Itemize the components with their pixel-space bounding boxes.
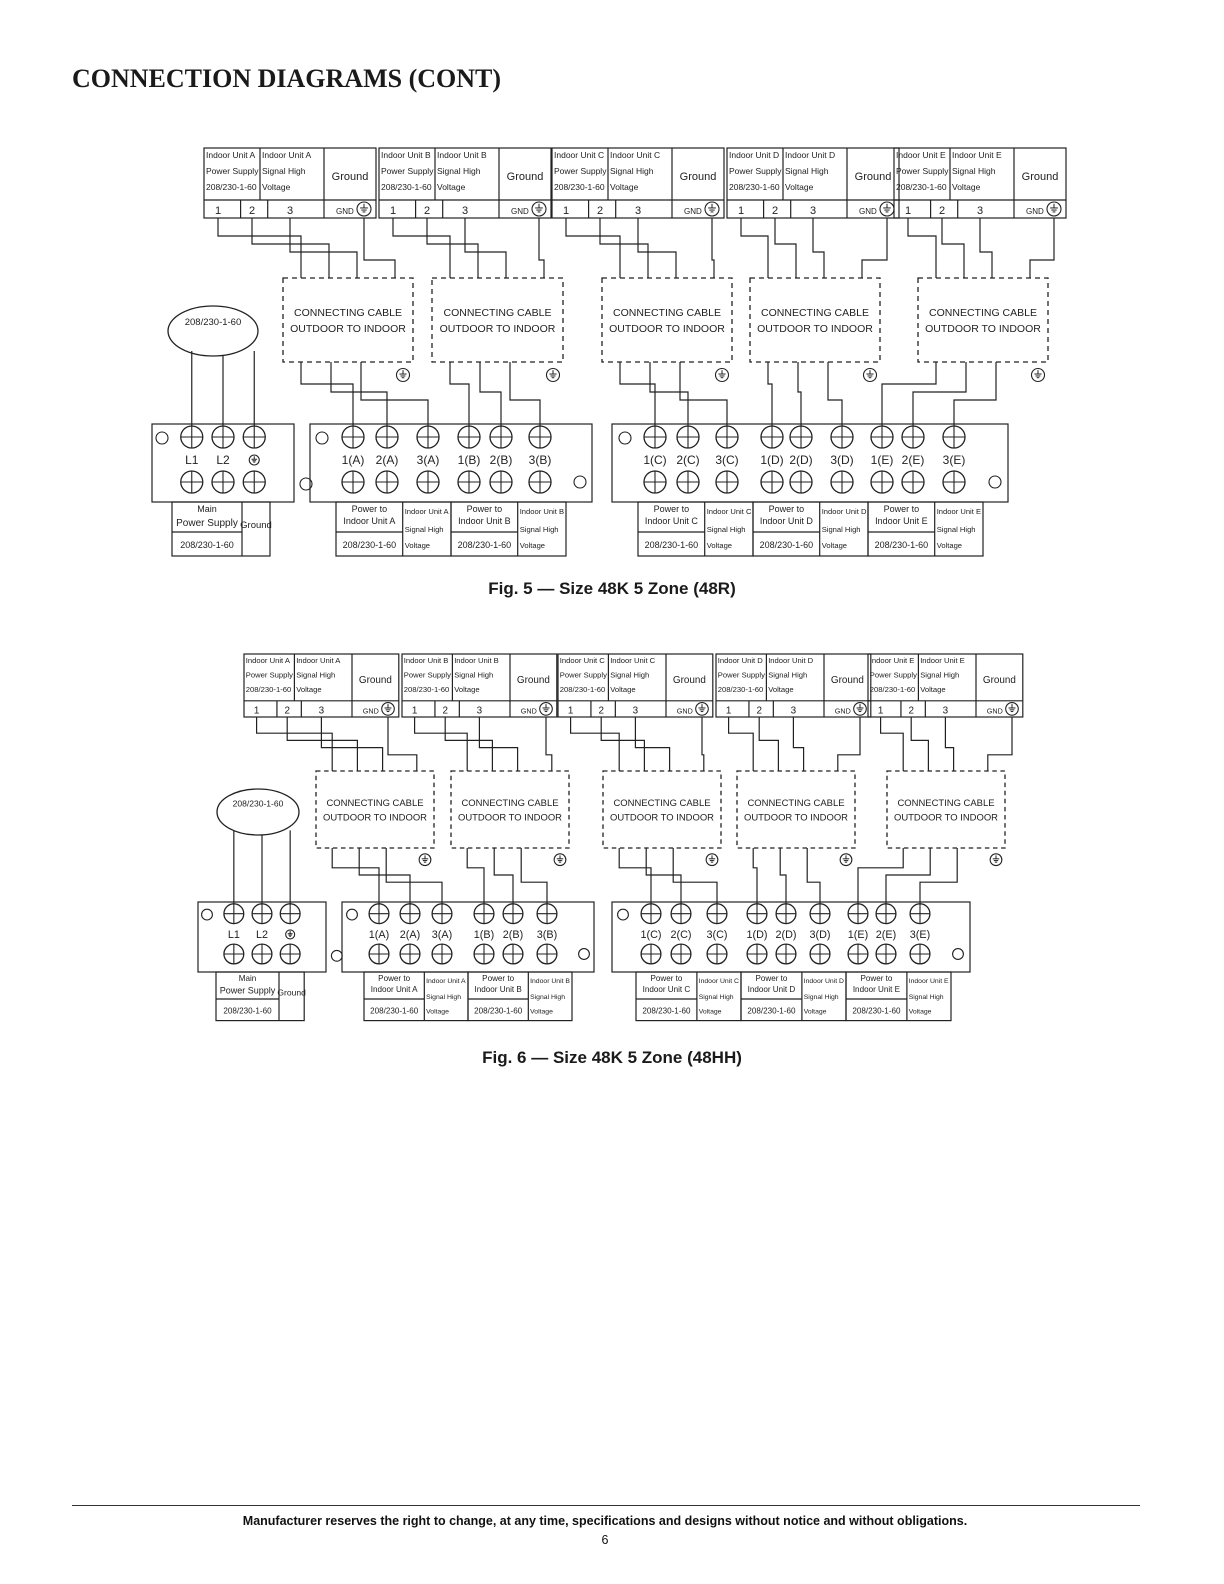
indoor-unit-1-power-text-1: Power Supply <box>381 166 434 176</box>
indoor-unit-4-num-3: 3 <box>976 205 984 217</box>
indoor-unit-3-gnd-label: GND <box>859 207 877 216</box>
cable-box-0-line-0: CONNECTING CABLE <box>294 307 402 319</box>
cable-box-4-line-1: OUTDOOR TO INDOOR <box>894 812 998 824</box>
cable-1-down-wire-2 <box>521 848 547 904</box>
indoor-unit-1-num-3: 3 <box>461 205 469 217</box>
indoor-unit-4-num-3: 3 <box>942 705 949 717</box>
cable-box-3-line-1: OUTDOOR TO INDOOR <box>757 323 873 335</box>
bottom-label-1-power-2: 208/230-1-60 <box>474 1006 523 1016</box>
cable-box-4-line-0: CONNECTING CABLE <box>897 797 995 809</box>
indoor-unit-0-gnd-label: GND <box>362 706 379 716</box>
main-supply-line-0: Main <box>238 974 257 983</box>
bottom-label-3-power-0: Power to <box>755 974 788 983</box>
indoor-unit-0-signal-text-0: Indoor Unit A <box>262 150 312 160</box>
indoor-unit-3-num-2: 2 <box>756 705 762 717</box>
indoor-unit-2-signal-text-0: Indoor Unit C <box>610 656 656 665</box>
outdoor-strip-0-terminal-label-0: 1(A) <box>368 929 390 941</box>
indoor-unit-0-signal-text-2: Voltage <box>296 684 322 694</box>
cable-box-1-line-0: CONNECTING CABLE <box>461 797 559 809</box>
indoor-unit-2-num-1: 1 <box>567 705 574 717</box>
indoor-unit-1-power-text-2: 208/230-1-60 <box>403 684 450 694</box>
indoor-unit-4-num-1: 1 <box>904 205 912 217</box>
cable-4-down-wire-2 <box>920 848 957 904</box>
indoor-unit-0-signal-text-2: Voltage <box>262 182 291 192</box>
indoor-unit-2-ground-label: Ground <box>679 171 717 183</box>
bottom-label-1-power-1: Indoor Unit B <box>474 984 522 994</box>
indoor-unit-1-signal-text-0: Indoor Unit B <box>437 150 487 160</box>
footer-rule <box>72 1505 1140 1506</box>
indoor-unit-0-power-text-2: 208/230-1-60 <box>206 182 257 192</box>
indoor-unit-4-gnd-label: GND <box>1026 207 1044 216</box>
bottom-label-0-signal-1: Signal High <box>426 994 462 1001</box>
page-number: 6 <box>601 1533 609 1547</box>
indoor-unit-1-num-2: 2 <box>423 205 431 217</box>
indoor-unit-2-wire-0 <box>571 717 620 771</box>
indoor-unit-1-ground-label: Ground <box>506 171 544 183</box>
indoor-unit-0-num-1: 1 <box>253 705 260 717</box>
outdoor-strip-0-hole-right <box>579 949 590 960</box>
main-mount-hole-1 <box>202 909 213 920</box>
outdoor-strip-0-terminal-label-1: 2(A) <box>399 929 421 941</box>
cable-box-4-line-0: CONNECTING CABLE <box>929 307 1037 319</box>
bottom-label-4-power-2: 208/230-1-60 <box>852 1006 901 1016</box>
outdoor-strip-0-terminal-label-3: 1(B) <box>457 453 481 467</box>
indoor-unit-0-ground-label: Ground <box>331 171 369 183</box>
bottom-label-3-signal-1: Signal High <box>821 525 861 534</box>
cable-box-3 <box>737 771 855 848</box>
outdoor-strip-0-terminal-label-4: 2(B) <box>489 453 513 467</box>
indoor-unit-3-signal-text-1: Signal High <box>785 166 829 176</box>
outdoor-strip-1-terminal-label-0: 1(C) <box>643 453 667 467</box>
indoor-unit-3-ground-label: Ground <box>854 171 892 183</box>
indoor-unit-1-num-2: 2 <box>442 705 448 717</box>
outdoor-strip-0-terminal-label-0: 1(A) <box>341 453 365 467</box>
indoor-unit-1-gnd-label: GND <box>520 706 537 716</box>
indoor-unit-3-wire-1 <box>759 717 778 771</box>
outdoor-strip-1-hole-left <box>618 909 629 920</box>
bottom-label-3-power-1: Indoor Unit D <box>759 516 813 526</box>
bottom-label-0-power-2: 208/230-1-60 <box>370 1006 419 1016</box>
bottom-label-2-power-2: 208/230-1-60 <box>642 1006 691 1016</box>
indoor-unit-4-ground-label: Ground <box>982 674 1016 686</box>
cable-box-2-line-0: CONNECTING CABLE <box>613 797 711 809</box>
bottom-label-1-power-0: Power to <box>466 504 503 514</box>
outdoor-strip-1-terminal-label-8: 3(E) <box>909 929 931 941</box>
main-mount-hole-2 <box>331 950 342 961</box>
bottom-label-3-power-0: Power to <box>768 504 805 514</box>
indoor-unit-3-power-text-0: Indoor Unit D <box>729 150 780 160</box>
indoor-unit-0-power-text-0: Indoor Unit A <box>206 150 256 160</box>
cable-3-down-wire-1 <box>780 848 786 904</box>
footer-disclaimer: Manufacturer reserves the right to change, at any time, specifications and designs without notice and without obligations. <box>242 1514 968 1528</box>
indoor-unit-4-signal-text-0: Indoor Unit E <box>920 656 965 665</box>
bottom-label-1-signal-1: Signal High <box>519 525 559 534</box>
indoor-unit-0-num-3: 3 <box>286 205 294 217</box>
indoor-unit-1-wire-2 <box>479 717 517 771</box>
main-terminal-label-l2: L2 <box>216 453 230 467</box>
indoor-unit-1-power-text-2: 208/230-1-60 <box>381 182 432 192</box>
indoor-unit-4-signal-text-2: Voltage <box>952 182 981 192</box>
main-supply-line-2: 208/230-1-60 <box>223 1006 272 1016</box>
bottom-label-4-power-0: Power to <box>883 504 920 514</box>
indoor-unit-4-wire-3 <box>988 717 1012 771</box>
outdoor-strip-1-terminal-label-3: 1(D) <box>760 453 784 467</box>
bottom-label-4-power-2: 208/230-1-60 <box>874 540 929 550</box>
indoor-unit-1-signal-text-1: Signal High <box>437 166 481 176</box>
indoor-unit-3-num-3: 3 <box>790 705 797 717</box>
bottom-label-2-signal-1: Signal High <box>698 994 734 1001</box>
indoor-unit-3-gnd-label: GND <box>834 706 851 716</box>
bottom-label-0-signal-2: Voltage <box>426 1008 449 1016</box>
indoor-unit-0-signal-text-0: Indoor Unit A <box>296 656 341 665</box>
bottom-label-4-signal-1: Signal High <box>908 994 944 1001</box>
indoor-unit-1-wire-3 <box>546 717 552 771</box>
outdoor-strip-1-hole-right <box>953 949 964 960</box>
indoor-unit-0-wire-2 <box>321 717 382 771</box>
indoor-unit-0-num-3: 3 <box>318 705 325 717</box>
cable-3-down-wire-2 <box>807 848 820 904</box>
indoor-unit-0-signal-text-1: Signal High <box>262 166 306 176</box>
bottom-label-4-power-0: Power to <box>860 974 893 983</box>
indoor-unit-0-power-text-2: 208/230-1-60 <box>245 684 292 694</box>
indoor-unit-3-wire-3 <box>838 717 860 771</box>
outdoor-strip-1-terminal-label-8: 3(E) <box>942 453 966 467</box>
indoor-unit-1-power-text-1: Power Supply <box>403 670 451 680</box>
bottom-label-2-signal-0: Indoor Unit C <box>706 507 752 516</box>
indoor-unit-3-power-text-1: Power Supply <box>717 670 765 680</box>
supply-oval-text: 208/230-1-60 <box>184 316 242 328</box>
indoor-unit-2-wire-2 <box>635 717 669 771</box>
indoor-unit-0-wire-1 <box>287 717 357 771</box>
indoor-unit-0-signal-text-1: Signal High <box>296 670 336 680</box>
outdoor-strip-1-terminal-label-4: 2(D) <box>789 453 813 467</box>
main-terminal-label-l1: L1 <box>185 453 199 467</box>
main-supply-line-0: Main <box>197 504 217 514</box>
indoor-unit-4-power-text-2: 208/230-1-60 <box>869 684 916 694</box>
indoor-unit-2-signal-text-0: Indoor Unit C <box>610 150 661 160</box>
indoor-unit-2-signal-text-1: Signal High <box>610 166 654 176</box>
cable-box-4 <box>887 771 1005 848</box>
indoor-unit-1-signal-text-2: Voltage <box>454 684 480 694</box>
main-supply-ground: Ground <box>240 520 272 531</box>
cable-0-down-wire-2 <box>386 848 442 904</box>
cable-box-3-line-0: CONNECTING CABLE <box>747 797 845 809</box>
indoor-unit-0-power-text-1: Power Supply <box>206 166 259 176</box>
outdoor-strip-1-terminal-label-6: 1(E) <box>870 453 894 467</box>
fig5-caption: Fig. 5 — Size 48K 5 Zone (48R) <box>488 579 736 598</box>
indoor-unit-3-ground-label: Ground <box>830 674 864 686</box>
indoor-unit-4-signal-text-2: Voltage <box>920 684 946 694</box>
indoor-unit-3-wire-0 <box>729 717 754 771</box>
indoor-unit-4-ground-label: Ground <box>1021 171 1059 183</box>
cable-box-0-line-1: OUTDOOR TO INDOOR <box>323 812 427 824</box>
bottom-label-1-signal-0: Indoor Unit B <box>530 977 570 985</box>
bottom-label-4-signal-1: Signal High <box>936 525 976 534</box>
main-terminal-label-l2: L2 <box>255 929 269 941</box>
indoor-unit-2-signal-text-2: Voltage <box>610 684 636 694</box>
indoor-unit-0-num-2: 2 <box>284 705 290 717</box>
bottom-label-0-power-0: Power to <box>378 974 411 983</box>
indoor-unit-2-power-text-0: Indoor Unit C <box>559 656 605 665</box>
outdoor-strip-1-terminal-label-4: 2(D) <box>775 929 797 941</box>
outdoor-strip-0-terminal-label-2: 3(A) <box>416 453 440 467</box>
outdoor-strip-1-terminal-label-5: 3(D) <box>830 453 854 467</box>
indoor-unit-1-gnd-label: GND <box>511 207 529 216</box>
indoor-unit-2-signal-text-2: Voltage <box>610 182 639 192</box>
outdoor-strip-0-terminal-label-4: 2(B) <box>502 929 524 941</box>
supply-oval-text: 208/230-1-60 <box>232 798 284 809</box>
outdoor-strip-0-terminal-label-3: 1(B) <box>473 929 495 941</box>
bottom-label-2-signal-1: Signal High <box>706 525 746 534</box>
indoor-unit-0-ground-label: Ground <box>358 674 392 686</box>
supply-oval <box>217 789 299 835</box>
page-heading: CONNECTION DIAGRAMS (CONT) <box>72 64 502 93</box>
indoor-unit-0-power-text-0: Indoor Unit A <box>245 656 290 665</box>
main-supply-line-2: 208/230-1-60 <box>180 540 234 550</box>
outdoor-strip-0-terminal-label-5: 3(B) <box>528 453 552 467</box>
main-supply-ground: Ground <box>277 987 306 998</box>
bottom-label-2-signal-0: Indoor Unit C <box>698 977 739 985</box>
bottom-label-4-signal-0: Indoor Unit E <box>936 507 982 516</box>
cable-4-down-wire-1 <box>886 848 930 904</box>
bottom-label-1-signal-2: Voltage <box>530 1008 553 1016</box>
outdoor-strip-0-terminal-label-1: 2(A) <box>375 453 399 467</box>
indoor-unit-2-gnd-label: GND <box>684 207 702 216</box>
indoor-unit-3-num-3: 3 <box>809 205 817 217</box>
bottom-label-2-power-2: 208/230-1-60 <box>644 540 699 550</box>
indoor-unit-4-signal-text-1: Signal High <box>920 670 960 680</box>
indoor-unit-2-power-text-2: 208/230-1-60 <box>559 684 606 694</box>
indoor-unit-2-wire-3 <box>702 717 704 771</box>
main-terminal-label-l1: L1 <box>227 929 240 941</box>
outdoor-strip-1-terminal-label-7: 2(E) <box>901 453 925 467</box>
bottom-label-3-signal-2: Voltage <box>803 1008 827 1016</box>
indoor-unit-3-wire-2 <box>793 717 803 771</box>
indoor-unit-2-signal-text-1: Signal High <box>610 670 650 680</box>
indoor-unit-4-gnd-label: GND <box>986 706 1003 716</box>
cable-4-down-wire-0 <box>858 848 903 904</box>
outdoor-strip-0-hole-left <box>347 909 358 920</box>
indoor-unit-4-signal-text-0: Indoor Unit E <box>952 150 1002 160</box>
bottom-label-4-signal-2: Voltage <box>908 1008 932 1016</box>
indoor-unit-3-power-text-2: 208/230-1-60 <box>717 684 764 694</box>
indoor-unit-2-num-2: 2 <box>596 205 604 217</box>
indoor-unit-3-signal-text-2: Voltage <box>785 182 814 192</box>
bottom-label-4-power-1: Indoor Unit E <box>875 516 928 526</box>
bottom-label-0-signal-2: Voltage <box>404 541 431 550</box>
bottom-label-4-signal-2: Voltage <box>936 541 963 550</box>
indoor-unit-1-signal-text-1: Signal High <box>454 670 494 680</box>
cable-box-2-line-1: OUTDOOR TO INDOOR <box>610 812 714 824</box>
indoor-unit-0-num-2: 2 <box>248 205 256 217</box>
indoor-unit-2-gnd-label: GND <box>676 706 693 716</box>
bottom-label-4-power-1: Indoor Unit E <box>852 984 901 994</box>
bottom-label-0-signal-0: Indoor Unit A <box>426 977 466 985</box>
bottom-label-2-signal-2: Voltage <box>706 541 733 550</box>
cable-box-2 <box>603 771 721 848</box>
main-supply-line-1: Power Supply <box>176 518 238 529</box>
bottom-label-1-signal-2: Voltage <box>519 541 546 550</box>
indoor-unit-3-power-text-1: Power Supply <box>729 166 782 176</box>
bottom-label-1-signal-1: Signal High <box>530 994 566 1001</box>
indoor-unit-2-num-3: 3 <box>634 205 642 217</box>
indoor-unit-4-power-text-2: 208/230-1-60 <box>896 182 947 192</box>
indoor-unit-3-signal-text-0: Indoor Unit D <box>785 150 836 160</box>
bottom-label-2-power-0: Power to <box>653 504 690 514</box>
cable-box-3-line-0: CONNECTING CABLE <box>761 307 869 319</box>
indoor-unit-4-wire-1 <box>911 717 928 771</box>
bottom-label-3-signal-1: Signal High <box>803 994 839 1001</box>
indoor-unit-1-signal-text-0: Indoor Unit B <box>454 656 499 665</box>
cable-3-down-wire-0 <box>753 848 757 904</box>
outdoor-strip-0-terminal-label-5: 3(B) <box>536 929 558 941</box>
fig6-caption: Fig. 6 — Size 48K 5 Zone (48HH) <box>482 1048 742 1067</box>
bottom-label-1-signal-0: Indoor Unit B <box>519 507 565 516</box>
indoor-unit-3-power-text-2: 208/230-1-60 <box>729 182 780 192</box>
bottom-label-1-power-0: Power to <box>482 974 515 983</box>
indoor-unit-2-num-2: 2 <box>598 705 604 717</box>
indoor-unit-0-gnd-label: GND <box>336 207 354 216</box>
cable-box-1-line-1: OUTDOOR TO INDOOR <box>439 323 556 335</box>
outdoor-strip-1-terminal-label-1: 2(C) <box>676 453 700 467</box>
indoor-unit-2-num-1: 1 <box>562 205 570 217</box>
bottom-label-0-signal-1: Signal High <box>404 525 444 534</box>
bottom-label-1-power-1: Indoor Unit B <box>458 516 511 526</box>
cable-0-down-wire-0 <box>332 848 379 904</box>
outdoor-strip-1-terminal-label-2: 3(C) <box>706 929 728 941</box>
cable-1-down-wire-0 <box>467 848 484 904</box>
cable-box-2-line-1: OUTDOOR TO INDOOR <box>609 323 725 335</box>
indoor-unit-2-power-text-1: Power Supply <box>559 670 607 680</box>
bottom-label-3-power-2: 208/230-1-60 <box>747 1006 796 1016</box>
outdoor-strip-0-terminal-label-2: 3(A) <box>431 929 453 941</box>
bottom-label-0-power-1: Indoor Unit A <box>343 516 396 526</box>
cable-2-down-wire-2 <box>673 848 717 904</box>
cable-box-0 <box>316 771 434 848</box>
indoor-unit-1-power-text-0: Indoor Unit B <box>381 150 431 160</box>
indoor-unit-1-signal-text-2: Voltage <box>437 182 466 192</box>
indoor-unit-1-ground-label: Ground <box>516 674 550 686</box>
indoor-unit-4-num-1: 1 <box>877 705 884 717</box>
indoor-unit-2-wire-1 <box>601 717 644 771</box>
indoor-unit-2-power-text-1: Power Supply <box>554 166 607 176</box>
indoor-unit-4-wire-0 <box>881 717 904 771</box>
outdoor-strip-1-terminal-label-7: 2(E) <box>875 929 897 941</box>
indoor-unit-3-signal-text-2: Voltage <box>768 684 794 694</box>
indoor-unit-4-power-text-1: Power Supply <box>896 166 949 176</box>
indoor-unit-4-signal-text-1: Signal High <box>952 166 996 176</box>
bottom-label-3-power-2: 208/230-1-60 <box>759 540 814 550</box>
cable-0-down-wire-1 <box>359 848 410 904</box>
indoor-unit-3-num-2: 2 <box>771 205 779 217</box>
outdoor-strip-1-terminal-label-0: 1(C) <box>640 929 662 941</box>
cable-box-3-line-1: OUTDOOR TO INDOOR <box>744 812 848 824</box>
outdoor-strip-1-terminal-label-6: 1(E) <box>847 929 869 941</box>
main-supply-line-1: Power Supply <box>219 985 276 996</box>
outdoor-strip-1-terminal-label-1: 2(C) <box>670 929 692 941</box>
indoor-unit-1-num-1: 1 <box>389 205 397 217</box>
indoor-unit-0-power-text-1: Power Supply <box>245 670 293 680</box>
indoor-unit-1-num-1: 1 <box>411 705 418 717</box>
indoor-unit-3-power-text-0: Indoor Unit D <box>717 656 763 665</box>
indoor-unit-1-wire-0 <box>415 717 468 771</box>
outdoor-strip-1-terminal-label-2: 3(C) <box>715 453 739 467</box>
outdoor-strip-1-terminal-label-3: 1(D) <box>746 929 768 941</box>
indoor-unit-2-power-text-0: Indoor Unit C <box>554 150 605 160</box>
bottom-label-1-power-2: 208/230-1-60 <box>457 540 512 550</box>
indoor-unit-4-power-text-0: Indoor Unit E <box>896 150 946 160</box>
bottom-label-2-signal-2: Voltage <box>698 1008 722 1016</box>
bottom-label-0-power-0: Power to <box>351 504 388 514</box>
bottom-label-3-signal-0: Indoor Unit D <box>821 507 867 516</box>
cable-1-down-wire-1 <box>494 848 513 904</box>
indoor-unit-0-wire-3 <box>388 717 417 771</box>
indoor-unit-2-power-text-2: 208/230-1-60 <box>554 182 605 192</box>
cable-box-0-line-0: CONNECTING CABLE <box>326 797 424 809</box>
indoor-unit-2-num-3: 3 <box>632 705 639 717</box>
bottom-label-4-signal-0: Indoor Unit E <box>908 977 949 985</box>
cable-box-2-line-0: CONNECTING CABLE <box>613 307 721 319</box>
indoor-unit-4-power-text-0: Indoor Unit E <box>869 656 915 665</box>
indoor-unit-1-power-text-0: Indoor Unit B <box>403 656 449 665</box>
bottom-label-2-power-1: Indoor Unit C <box>642 984 691 994</box>
bottom-label-2-power-1: Indoor Unit C <box>644 516 698 526</box>
indoor-unit-0-num-1: 1 <box>214 205 222 217</box>
cable-box-4-line-1: OUTDOOR TO INDOOR <box>925 323 1041 335</box>
bottom-label-0-power-1: Indoor Unit A <box>370 984 418 994</box>
cable-box-1 <box>451 771 569 848</box>
indoor-unit-3-signal-text-0: Indoor Unit D <box>768 656 814 665</box>
bottom-label-0-power-2: 208/230-1-60 <box>342 540 397 550</box>
indoor-unit-4-wire-2 <box>945 717 953 771</box>
bottom-label-3-signal-0: Indoor Unit D <box>803 977 844 985</box>
indoor-unit-3-num-1: 1 <box>725 705 732 717</box>
bottom-label-3-signal-2: Voltage <box>821 541 848 550</box>
indoor-unit-3-signal-text-1: Signal High <box>768 670 808 680</box>
indoor-unit-3-num-1: 1 <box>737 205 745 217</box>
indoor-unit-2-ground-label: Ground <box>672 674 706 686</box>
outdoor-strip-1-terminal-label-5: 3(D) <box>809 929 831 941</box>
bottom-label-2-power-0: Power to <box>650 974 683 983</box>
indoor-unit-4-power-text-1: Power Supply <box>869 670 917 680</box>
cable-box-1-line-1: OUTDOOR TO INDOOR <box>458 812 562 824</box>
indoor-unit-4-num-2: 2 <box>908 705 914 717</box>
cable-box-1-line-0: CONNECTING CABLE <box>443 307 552 319</box>
indoor-unit-1-wire-1 <box>445 717 492 771</box>
indoor-unit-1-num-3: 3 <box>476 705 483 717</box>
cable-box-0-line-1: OUTDOOR TO INDOOR <box>290 323 406 335</box>
bottom-label-3-power-1: Indoor Unit D <box>747 984 796 994</box>
bottom-label-0-signal-0: Indoor Unit A <box>404 507 449 516</box>
indoor-unit-4-num-2: 2 <box>938 205 946 217</box>
